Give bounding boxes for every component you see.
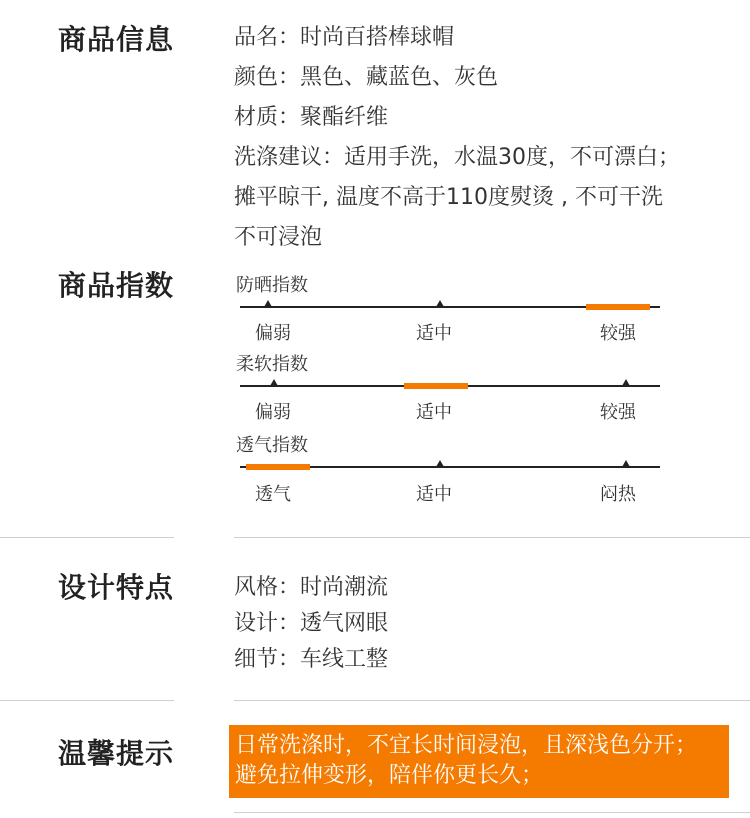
section-divider bbox=[234, 812, 750, 813]
softness-index-title: 柔软指数 bbox=[236, 354, 308, 375]
washing-line-2: 摊平晾干, 温度不高于110度熨烫 , 不可干洗 bbox=[234, 185, 663, 210]
section-divider bbox=[234, 537, 750, 538]
sun-protection-scale bbox=[240, 300, 660, 314]
product-index-heading: 商品指数 bbox=[58, 269, 175, 302]
color-line: 颜色：黑色、藏蓝色、灰色 bbox=[234, 65, 499, 90]
sun-protection-level-marker bbox=[586, 304, 650, 310]
scale-label-low: 透气 bbox=[255, 484, 291, 505]
tip-line-1: 日常洗涤时，不宜长时间浸泡，且深浅色分开； bbox=[235, 733, 698, 758]
tips-heading: 温馨提示 bbox=[58, 737, 175, 770]
section-divider bbox=[234, 700, 750, 701]
section-divider bbox=[0, 537, 174, 538]
scale-label-high: 较强 bbox=[600, 323, 636, 344]
material-line: 材质：聚酯纤维 bbox=[234, 105, 389, 130]
design-heading: 设计特点 bbox=[58, 571, 175, 604]
product-info-heading: 商品信息 bbox=[58, 23, 175, 56]
scale-label-mid: 适中 bbox=[416, 484, 452, 505]
softness-level-marker bbox=[404, 383, 468, 389]
breathability-scale bbox=[240, 460, 660, 474]
scale-label-high: 闷热 bbox=[600, 484, 636, 505]
tips-box bbox=[229, 725, 729, 798]
breathability-index-title: 透气指数 bbox=[236, 435, 308, 456]
design-line: 设计：透气网眼 bbox=[234, 611, 389, 636]
scale-label-mid: 适中 bbox=[416, 402, 452, 423]
scale-label-mid: 适中 bbox=[416, 323, 452, 344]
washing-line-3: 不可浸泡 bbox=[234, 225, 323, 250]
tip-line-2: 避免拉伸变形，陪伴你更长久； bbox=[235, 763, 544, 788]
detail-line: 细节：车线工整 bbox=[234, 647, 389, 672]
scale-label-low: 偏弱 bbox=[255, 323, 291, 344]
sun-protection-index-title: 防晒指数 bbox=[236, 275, 308, 296]
product-name-line: 品名：时尚百搭棒球帽 bbox=[234, 25, 455, 50]
scale-label-low: 偏弱 bbox=[255, 402, 291, 423]
washing-line-1: 洗涤建议：适用手洗，水温30度，不可漂白； bbox=[234, 145, 680, 170]
softness-scale bbox=[240, 379, 660, 393]
style-line: 风格：时尚潮流 bbox=[234, 575, 389, 600]
scale-label-high: 较强 bbox=[600, 402, 636, 423]
section-divider bbox=[0, 700, 174, 701]
breathability-level-marker bbox=[246, 464, 310, 470]
